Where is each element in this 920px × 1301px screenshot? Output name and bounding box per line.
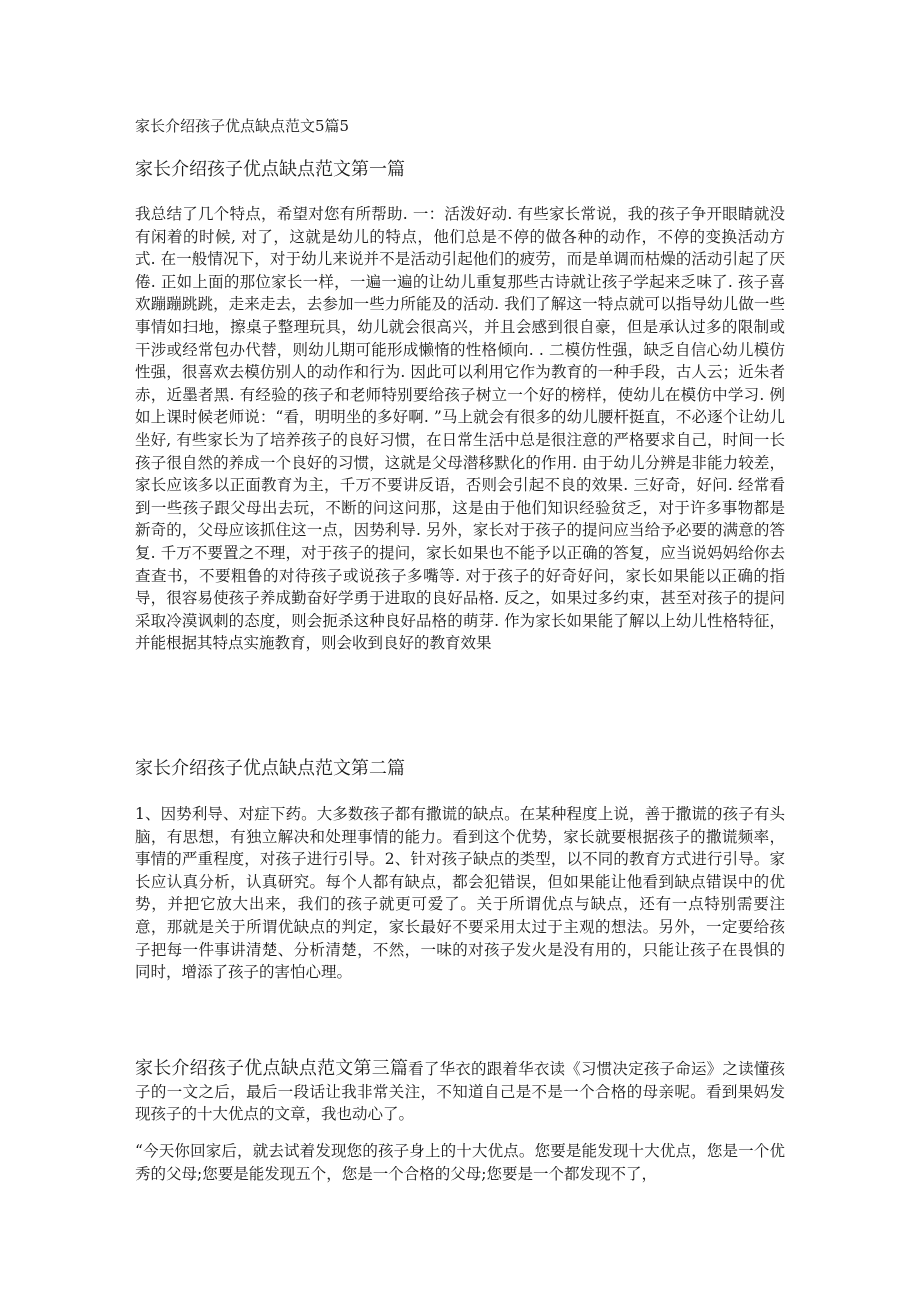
section-3-heading: 家长介绍孩子优点缺点范文第三篇 (135, 1058, 409, 1079)
document-title: 家长介绍孩子优点缺点范文5篇5 (135, 117, 350, 135)
section-2-heading: 家长介绍孩子优点缺点范文第二篇 (135, 758, 405, 779)
section-3-intro-paragraph (135, 1058, 785, 1126)
section-3-intro: 看了华衣的跟着华衣读《习惯决定孩子命运》之读懂孩子的一文之后，最后一段话让我非常关注，不知道自己是不是一个合格的母亲呢。看到果妈发现孩子的十大优点的文章，我也动心了。 (135, 1060, 785, 1124)
section-2-body: 1、因势利导、对症下药。大多数孩子都有撒谎的缺点。在某种程度上说，善于撒谎的孩子有头脑，有思想，有独立解决和处理事情的能力。看到这个优势，家长就要根据孩子的撒谎频率，事情的严重程度，对孩子进行引导。2、针对孩子缺点的类型，以不同的教育方式进行引导。家长应认真分析，认真研究。每个人都有缺点，都会犯错误，但如果能让他看到缺点错误中的优势，并把它放大出来，我们的孩子就更可爱了。关于所谓优点与缺点，还有一点特别需要注意，那就是关于所谓优缺点的判定，家长最好不要采用太过于主观的想法。另外，一定要给孩子把每一件事讲清楚、分析清楚，不然，一味的对孩子发火是没有用的，只能让孩子在畏惧的同时，增添了孩子的害怕心理。 (135, 805, 785, 982)
section-1-body: 我总结了几个特点，希望对您有所帮助. 一：活泼好动. 有些家长常说，我的孩子争开眼睛就没有闲着的时候, 对了，这就是幼儿的特点，他们总是不停的做各种的动作，不停的变换活动方式. 在一般情况下，对于幼儿来说并不是活动引起他们的疲劳，而是单调而枯燥的活动引起了厌倦. 正如上面的那位家长一样，一遍一遍的让幼儿重复那些古诗就让孩子学起来乏味了. 孩子喜欢蹦蹦跳跳，走来走去，去参加一些力所能及的活动. 我们了解这一特点就可以指导幼儿做一些事情如扫地，擦桌子整理玩具，幼儿就会很高兴，并且会感到很自豪，但是承认过多的限制或干涉或经常包办代替，则幼儿期可能形成懒惰的性格倾向. . 二模仿性强，缺乏自信心幼儿模仿性强，很喜欢去模仿别人的动作和行为. 因此可以利用它作为教育的一种手段，古人云；近朱者赤，近墨者黑. 有经验的孩子和老师特别要给孩子树立一个好的榜样，使幼儿在模仿中学习. 例如上课时候老师说：“看，明明坐的多好啊. ”马上就会有很多的幼儿腰杆挺直，不必逐个让幼儿坐好, 有些家长为了培养孩子的良好习惯，在日常生活中总是很注意的严格要求自己，时间一长孩子很自然的养成一个良好的习惯，这就是父母潜移默化的作用. 由于幼儿分辨是非能力较差，家长应该多以正面教育为主，千万不要讲反语，否则会引起不良的效果. 三好奇，好问. 经常看到一些孩子跟父母出去玩，不断的问这问那，这是由于他们知识经验贫乏，对于许多事物都是新奇的，父母应该抓住这一点，因势利导. 另外，家长对于孩子的提问应当给予必要的满意的答复. 千万不要置之不理，对于孩子的提问，家长如果也不能予以正确的答复，应当说妈妈给你去查查书，不要粗鲁的对待孩子或说孩子多嘴等. 对于孩子的好奇好问，家长如果能以正确的指导，很容易使孩子养成勤奋好学勇于进取的良好品格. 反之，如果过多约束，甚至对孩子的提问采取冷漠讽刺的态度，则会扼杀这种良好品格的萌芽. 作为家长如果能了解以上幼儿性格特征，并能根据其特点实施教育，则会收到良好的教育效果 (135, 205, 785, 653)
section-3-quote: “今天你回家后，就去试着发现您的孩子身上的十大优点。您要是能发现十大优点，您是一个优秀的父母;您要是能发现五个，您是一个合格的父母;您要是一个都发现不了， (135, 1142, 785, 1183)
section-1-heading: 家长介绍孩子优点缺点范文第一篇 (135, 159, 405, 180)
